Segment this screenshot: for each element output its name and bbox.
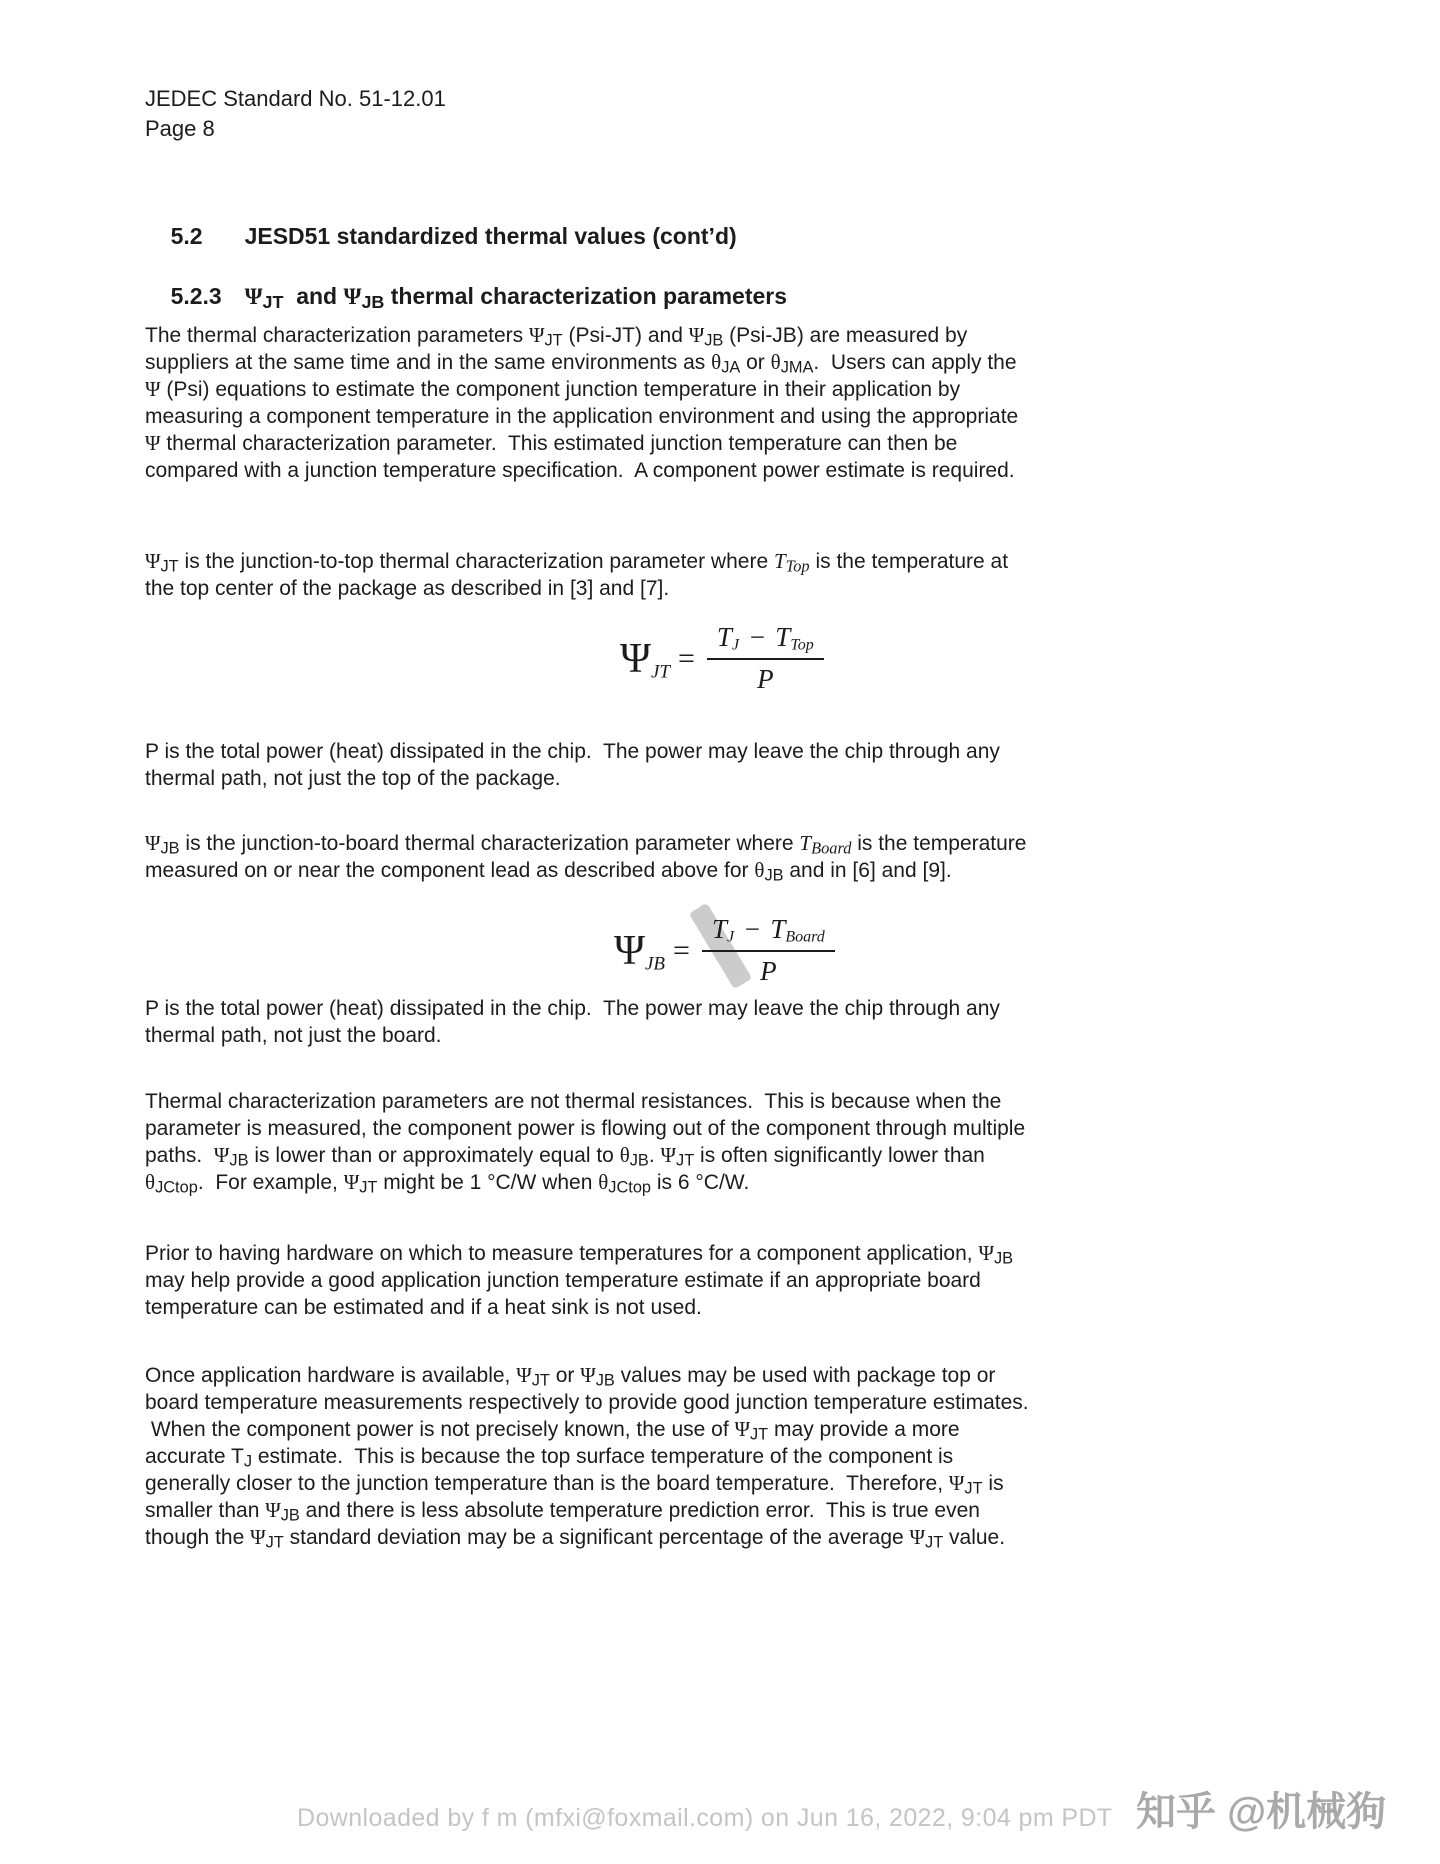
fraction-denominator: P — [760, 956, 777, 986]
text-line: Ψ (Psi) equations to estimate the component junction temperature in their application by — [145, 377, 961, 401]
equals-sign: = — [673, 933, 690, 967]
text-line: measuring a component temperature in the application environment and using the appropriate — [145, 405, 1019, 428]
text-line: Ψ thermal characterization parameter. This estimated junction temperature can then be — [145, 431, 958, 455]
text-line: the top center of the package as described in [3] and [7]. — [145, 577, 670, 600]
equals-sign: = — [678, 641, 695, 675]
text-line: board temperature measurements respectively to provide good junction temperature estimates. — [145, 1391, 1029, 1414]
paragraph-power-board — [145, 995, 1000, 1049]
text-line: temperature can be estimated and if a heat sink is not used. — [145, 1296, 702, 1319]
download-watermark: Downloaded by f m (mfxi@foxmail.com) on Jun 16, 2022, 9:04 pm PDT — [297, 1804, 1113, 1832]
paragraph-not-resistances — [145, 1088, 1025, 1196]
text-line: thermal path, not just the board. — [145, 1024, 442, 1047]
text-line: $\theta_{JCtop}$. For example, $\Psi_{JT}$ might be 1 °C/W when $\theta_{JCtop}$ is 6 °C/W. — [145, 1170, 750, 1197]
text-line: though the $\Psi_{JT}$ standard deviation may be a significant percentage of the average $\Psi_{JT}$ value. — [145, 1525, 1006, 1552]
psi-jb-symbol: $\Psi_{JB}$ — [614, 927, 666, 975]
paragraph-once-hardware — [145, 1362, 1029, 1551]
psi-jt-symbol: $\Psi_{JT}$ — [620, 635, 670, 683]
zhihu-watermark: 知乎 @机械狗 — [1136, 1790, 1387, 1834]
text-line: $\Psi_{JT}$ is the junction-to-top thermal characterization parameter where $T_{Top}$ is the temperature at — [145, 549, 1009, 576]
fraction — [707, 622, 824, 695]
formula-psi-jt — [620, 622, 824, 695]
text-line: Once application hardware is available, $\Psi_{JT}$ or $\Psi_{JB}$ values may be used with package top or — [145, 1363, 996, 1390]
section-5-2-3-number: 5.2.3 — [170, 283, 222, 309]
doc-header — [145, 84, 446, 144]
text-line: thermal path, not just the top of the package. — [145, 767, 561, 790]
text-line: P is the total power (heat) dissipated in the chip. The power may leave the chip through any — [145, 740, 1000, 763]
formula-psi-jb — [614, 914, 835, 987]
text-line: The thermal characterization parameters $\Psi_{JT}$ (Psi-JT) and $\Psi_{JB}$ (Psi-JB) are measured by — [145, 323, 968, 350]
doc-page-number: Page 8 — [145, 116, 215, 141]
text-line: parameter is measured, the component power is flowing out of the component through multiple — [145, 1117, 1026, 1140]
section-5-2-3-title: $\Psi_{JT}$ and $\Psi_{JB}$ thermal characterization parameters — [244, 283, 788, 312]
doc-standard-number: JEDEC Standard No. 51-12.01 — [145, 86, 446, 111]
paragraph-psi-jt-definition — [145, 548, 1008, 602]
fraction-numerator: $T_J - T_{Top}$ — [707, 622, 824, 660]
text-line: $\Psi_{JB}$ is the junction-to-board thermal characterization parameter where $T_{Board}$ is the temperature — [145, 831, 1027, 858]
fraction — [702, 914, 835, 987]
text-line: paths. $\Psi_{JB}$ is lower than or approximately equal to $\theta_{JB}$. $\Psi_{JT}$ is often significantly lower than — [145, 1143, 985, 1170]
text-line: P is the total power (heat) dissipated in the chip. The power may leave the chip through any — [145, 997, 1000, 1020]
text-line: When the component power is not precisely known, the use of $\Psi_{JT}$ may provide a more — [145, 1417, 960, 1444]
paragraph-prior-hardware — [145, 1240, 1013, 1321]
text-line: measured on or near the component lead as described above for $\theta_{JB}$ and in [6] and [9]. — [145, 858, 952, 885]
text-line: Thermal characterization parameters are not thermal resistances. This is because when the — [145, 1090, 1002, 1113]
text-line: generally closer to the junction temperature than is the board temperature. Therefore, $\Psi_{JT}$ is — [145, 1471, 1004, 1498]
text-line: smaller than $\Psi_{JB}$ and there is less absolute temperature prediction error. This is true even — [145, 1498, 980, 1525]
section-5-2-number: 5.2 — [170, 223, 203, 249]
text-line: Prior to having hardware on which to measure temperatures for a component application, $\Psi_{JB}$ — [145, 1241, 1014, 1268]
fraction-numerator: $T_J - T_{Board}$ — [702, 914, 835, 952]
fraction-denominator: P — [757, 664, 774, 694]
paragraph-psi-jb-definition — [145, 830, 1026, 884]
text-line: accurate $T_J$ estimate. This is because the top surface temperature of the component is — [145, 1445, 954, 1471]
paragraph-power-top — [145, 738, 1000, 792]
text-line: may help provide a good application junction temperature estimate if an appropriate board — [145, 1269, 981, 1292]
text-line: suppliers at the same time and in the same environments as $\theta_{JA}$ or $\theta_{JMA}$. Users can apply the — [145, 350, 1017, 377]
paragraph-intro — [145, 322, 1018, 484]
text-line: compared with a junction temperature specification. A component power estimate is required. — [145, 459, 1015, 482]
section-5-2-title: JESD51 standardized thermal values (cont’d) — [244, 223, 737, 249]
